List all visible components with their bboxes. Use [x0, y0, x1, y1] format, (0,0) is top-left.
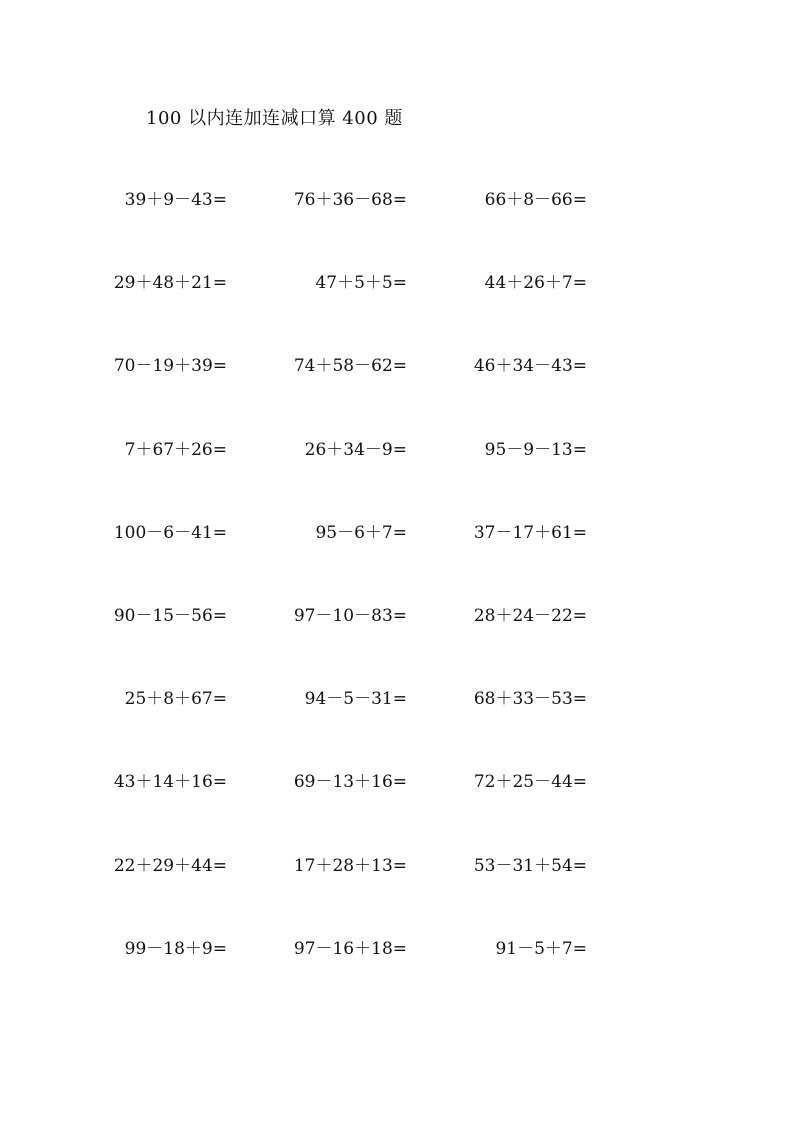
problem-item: 28＋24－22=: [473, 605, 587, 626]
problem-item: 29＋48＋21=: [113, 273, 227, 294]
problem-item: 7＋67＋26=: [124, 439, 227, 460]
problem-item: 17＋28＋13=: [293, 855, 407, 876]
problem-row: [0, 685, 794, 768]
problem-item: 100－6－41=: [113, 522, 227, 543]
problem-item: 44＋26＋7=: [484, 273, 587, 294]
problem-item: 70－19＋39=: [113, 356, 227, 377]
problem-item: 74＋58－62=: [293, 356, 407, 377]
problem-item: 97－16＋18=: [293, 938, 407, 959]
problem-item: 46＋34－43=: [473, 356, 587, 377]
problem-item: 22＋29＋44=: [113, 855, 227, 876]
problem-row: [0, 768, 794, 851]
problem-grid: [0, 186, 794, 1018]
page-title: 100 以内连加连减口算 400 题: [146, 108, 403, 129]
problem-item: 94－5－31=: [304, 689, 407, 710]
problem-row: [0, 436, 794, 519]
problem-row: [0, 519, 794, 602]
problem-item: 47＋5＋5=: [315, 273, 407, 294]
problem-item: 72＋25－44=: [473, 772, 587, 793]
problem-item: 95－9－13=: [484, 439, 587, 460]
problem-item: 76＋36－68=: [293, 190, 407, 210]
problem-item: 66＋8－66=: [484, 190, 587, 210]
problem-item: 39＋9－43=: [124, 190, 227, 210]
problem-item: 99－18＋9=: [124, 938, 227, 959]
problem-item: 90－15－56=: [113, 605, 227, 626]
problem-row: [0, 352, 794, 435]
problem-row: [0, 602, 794, 685]
problem-item: 53－31＋54=: [473, 855, 587, 876]
problem-row: [0, 935, 794, 1018]
problem-item: 97－10－83=: [293, 605, 407, 626]
problem-item: 25＋8＋67=: [124, 689, 227, 710]
problem-row: [0, 852, 794, 935]
problem-item: 26＋34－9=: [304, 439, 407, 460]
problem-item: 68＋33－53=: [473, 689, 587, 710]
problem-item: 95－6＋7=: [315, 522, 407, 543]
problem-row: [0, 186, 794, 269]
problem-row: [0, 269, 794, 352]
problem-item: 91－5＋7=: [495, 938, 587, 959]
problem-item: 69－13＋16=: [293, 772, 407, 793]
problem-item: 43＋14＋16=: [113, 772, 227, 793]
problem-item: 37－17＋61=: [473, 522, 587, 543]
